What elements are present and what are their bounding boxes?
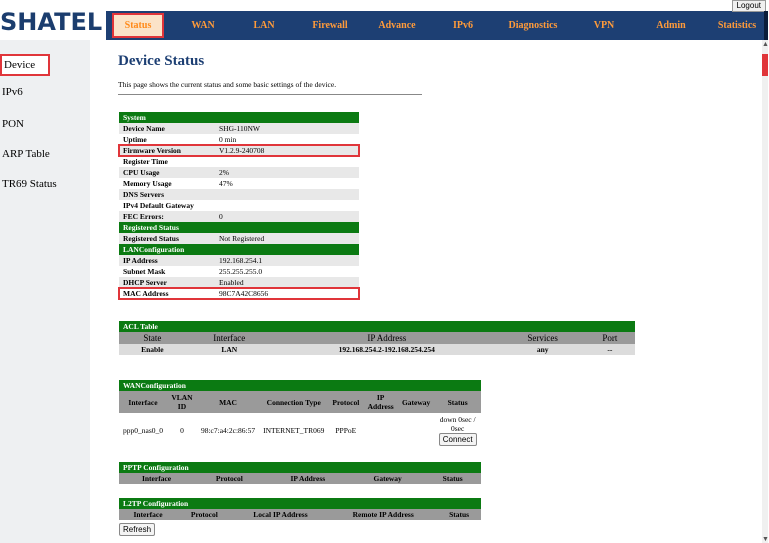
row-value: 0 min xyxy=(215,134,359,145)
refresh-button[interactable]: Refresh xyxy=(119,523,155,536)
row-label: Uptime xyxy=(119,134,215,145)
row-value: 192.168.254.1 xyxy=(215,255,359,266)
col-header: IP Address xyxy=(265,473,351,484)
nav-diagnostics[interactable]: Diagnostics xyxy=(508,20,558,31)
cell: 98:c7:a4:2c:86:57 xyxy=(197,413,259,448)
system-table xyxy=(119,112,359,299)
mac-row xyxy=(119,288,359,299)
row-value: Not Registered xyxy=(215,233,359,244)
row-label: Memory Usage xyxy=(119,178,215,189)
nav-wan[interactable]: WAN xyxy=(191,20,215,31)
sidebar-item-tr69-status[interactable]: TR69 Status xyxy=(2,178,57,190)
col-header: Interface xyxy=(119,391,167,413)
row-label: Firmware Version xyxy=(119,145,215,156)
table-row xyxy=(119,413,481,448)
row-label: Register Time xyxy=(119,156,215,167)
col-header: Port xyxy=(585,332,635,344)
row-label: DHCP Server xyxy=(119,277,215,288)
col-header: Protocol xyxy=(328,391,363,413)
row-label: FEC Errors: xyxy=(119,211,215,222)
cell: LAN xyxy=(186,344,273,355)
col-header: Interface xyxy=(119,473,194,484)
col-header: Gateway xyxy=(351,473,424,484)
nav-status[interactable]: Status xyxy=(112,13,164,38)
pptp-header: PPTP Configuration xyxy=(119,462,481,473)
scrollbar-thumb[interactable] xyxy=(762,54,768,76)
col-header: Status xyxy=(437,509,481,520)
col-header: Services xyxy=(501,332,585,344)
row-label: MAC Address xyxy=(119,288,215,299)
row-value: 47% xyxy=(215,178,359,189)
cell: INTERNET_TR069 xyxy=(259,413,328,448)
registered-header: Registered Status xyxy=(119,222,359,233)
col-header: IP Address xyxy=(273,332,501,344)
col-header: Interface xyxy=(119,509,177,520)
acl-header: ACL Table xyxy=(119,321,635,332)
row-value: V1.2.9-240708 xyxy=(215,145,359,156)
top-bar xyxy=(0,0,768,40)
cell xyxy=(363,413,398,448)
page-description: This page shows the current status and some basic settings of the device. xyxy=(118,80,337,89)
brand-logo: SHATEL xyxy=(0,4,106,40)
row-label: Registered Status xyxy=(119,233,215,244)
col-header: IP Address xyxy=(363,391,398,413)
row-label: DNS Servers xyxy=(119,189,215,200)
nav-edge xyxy=(764,11,768,40)
col-header: Remote IP Address xyxy=(329,509,437,520)
sidebar-item-pon[interactable]: PON xyxy=(2,118,25,130)
row-value xyxy=(215,189,359,200)
col-header: Protocol xyxy=(194,473,265,484)
vertical-scrollbar[interactable] xyxy=(762,40,768,543)
cell: ppp0_nas0_0 xyxy=(119,413,167,448)
scroll-down-icon[interactable]: ▼ xyxy=(762,535,769,543)
cell: PPPoE xyxy=(328,413,363,448)
nav-firewall[interactable]: Firewall xyxy=(312,20,348,31)
divider xyxy=(118,94,422,95)
cell: -- xyxy=(585,344,635,355)
row-label: CPU Usage xyxy=(119,167,215,178)
row-value: SHG-110NW xyxy=(215,123,359,134)
row-label: IP Address xyxy=(119,255,215,266)
row-value: 98C7A42C8656 xyxy=(215,288,359,299)
col-header: VLAN ID xyxy=(167,391,197,413)
col-header: Status xyxy=(424,473,481,484)
col-header: Protocol xyxy=(177,509,232,520)
l2tp-header: L2TP Configuration xyxy=(119,498,481,509)
nav-statistics[interactable]: Statistics xyxy=(717,20,757,31)
pptp-table xyxy=(119,462,481,484)
col-header: MAC xyxy=(197,391,259,413)
col-header: State xyxy=(119,332,186,344)
col-header: Local IP Address xyxy=(232,509,330,520)
sidebar-item-device[interactable]: Device xyxy=(0,54,50,76)
main-content xyxy=(90,40,762,543)
row-value: 0 xyxy=(215,211,359,222)
l2tp-table xyxy=(119,498,481,520)
nav-advance[interactable]: Advance xyxy=(378,20,416,31)
row-value: 2% xyxy=(215,167,359,178)
col-header: Connection Type xyxy=(259,391,328,413)
main-nav xyxy=(106,11,768,40)
cell: any xyxy=(501,344,585,355)
system-header: System xyxy=(119,112,359,123)
connect-button[interactable]: Connect xyxy=(439,433,477,446)
wan-table xyxy=(119,380,481,448)
page-title: Device Status xyxy=(118,53,205,69)
cell: 0 xyxy=(167,413,197,448)
row-value: 255.255.255.0 xyxy=(215,266,359,277)
nav-vpn[interactable]: VPN xyxy=(593,20,615,31)
firmware-row xyxy=(119,145,359,156)
nav-ipv6[interactable]: IPv6 xyxy=(453,20,473,31)
cell: 192.168.254.2-192.168.254.254 xyxy=(273,344,501,355)
table-row xyxy=(119,344,635,355)
status-cell xyxy=(434,413,481,448)
col-header: Interface xyxy=(186,332,273,344)
col-header: Gateway xyxy=(398,391,434,413)
row-value xyxy=(215,200,359,211)
logout-button[interactable]: Logout xyxy=(732,0,766,12)
wan-header: WANConfiguration xyxy=(119,380,481,391)
cell xyxy=(398,413,434,448)
row-value xyxy=(215,156,359,167)
nav-admin[interactable]: Admin xyxy=(656,20,686,31)
sidebar-item-ipv6[interactable]: IPv6 xyxy=(2,86,23,98)
sidebar xyxy=(0,40,90,543)
col-header: Status xyxy=(434,391,481,413)
lan-header: LANConfiguration xyxy=(119,244,359,255)
row-label: Subnet Mask xyxy=(119,266,215,277)
scroll-up-icon[interactable]: ▲ xyxy=(762,40,769,48)
wan-status-text: down 0sec / 0sec xyxy=(439,415,476,433)
cell: Enable xyxy=(119,344,186,355)
acl-table xyxy=(119,321,635,355)
sidebar-item-arp-table[interactable]: ARP Table xyxy=(2,148,50,160)
row-label: Device Name xyxy=(119,123,215,134)
nav-lan[interactable]: LAN xyxy=(253,20,275,31)
row-label: IPv4 Default Gateway xyxy=(119,200,215,211)
row-value: Enabled xyxy=(215,277,359,288)
